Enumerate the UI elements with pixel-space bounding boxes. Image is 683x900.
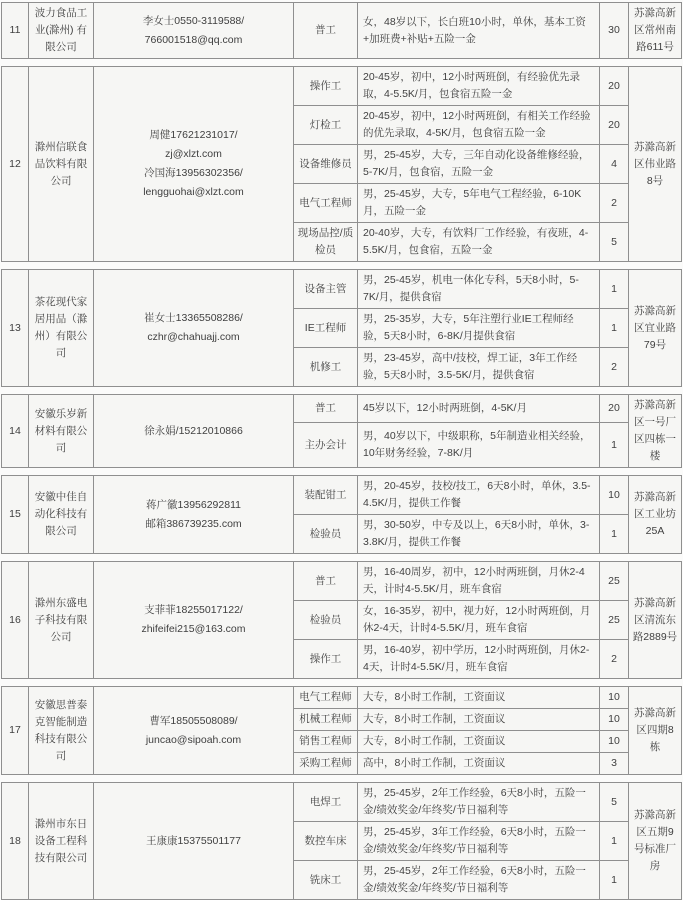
contact-line: juncao@sipoah.com xyxy=(145,733,242,746)
job-title: 普工 xyxy=(293,562,357,600)
job-headcount: 30 xyxy=(599,3,628,58)
job-description: 男，25-45岁，2年工作经验，6天8小时，五险一金/绩效奖金/年终奖/节日福利等 xyxy=(357,860,599,899)
job-title: 检验员 xyxy=(293,514,357,553)
contact-line: 周健17621231017/ xyxy=(149,129,238,141)
job-title: 灯检工 xyxy=(293,105,357,144)
job-title: 电气工程师 xyxy=(293,183,357,222)
contact-info xyxy=(93,476,293,553)
job-description: 高中，8小时工作制，工资面议 xyxy=(357,752,599,774)
job-description: 女，48岁以下，长白班10小时，单休，基本工资+加班费+补贴+五险一金 xyxy=(357,3,599,58)
row-number: 16 xyxy=(9,613,21,626)
job-description: 大专，8小时工作制，工资面议 xyxy=(357,730,599,752)
contact-line: 曹军18505508089/ xyxy=(149,714,238,727)
job-description: 男，25-35岁，大专，5年注塑行业IE工程师经验，5天8小时，6-8K/月提供食宿 xyxy=(357,308,599,347)
job-headcount: 4 xyxy=(599,144,628,183)
job-headcount: 10 xyxy=(599,476,628,514)
row-number: 12 xyxy=(9,157,21,170)
job-headcount: 25 xyxy=(599,600,628,639)
job-title: 普工 xyxy=(293,395,357,422)
job-headcount: 5 xyxy=(599,222,628,261)
job-title: 设备维修员 xyxy=(293,144,357,183)
job-listing-table xyxy=(1,2,682,900)
job-title: 采购工程师 xyxy=(293,752,357,774)
contact-info xyxy=(93,395,293,467)
job-description: 男，25-45岁，大专，5年电气工程经验，6-10K月，五险一金 xyxy=(357,183,599,222)
job-headcount: 3 xyxy=(599,752,628,774)
company-address: 苏滁高新区清流东路2889号 xyxy=(628,562,681,678)
company-block xyxy=(1,269,682,387)
company-address: 苏滁高新区宜业路79号 xyxy=(628,270,681,386)
job-title: 电焊工 xyxy=(293,783,357,821)
job-headcount: 10 xyxy=(599,730,628,752)
job-description: 20-45岁，初中，12小时两班倒，有经验优先录取，4-5.5K/月，包食宿五险一金 xyxy=(357,67,599,105)
company-name: 滁州信联食品饮料有限公司 xyxy=(28,67,93,261)
company-name: 滁州市东日设备工程科技有限公司 xyxy=(28,783,93,899)
company-name: 滁州东盛电子科技有限公司 xyxy=(28,562,93,678)
company-block xyxy=(1,561,682,679)
row-number: 17 xyxy=(9,724,21,736)
contact-line: czhr@chahuajj.com xyxy=(147,331,240,343)
job-headcount: 1 xyxy=(599,422,628,467)
company-name: 安徽思普泰克智能制造科技有限公司 xyxy=(28,687,93,774)
job-title: 主办会计 xyxy=(293,422,357,467)
job-description: 男，25-45岁，机电一体化专科，5天8小时，5-7K/月，提供食宿 xyxy=(357,270,599,308)
job-headcount: 25 xyxy=(599,562,628,600)
contact-line: 邮箱386739235.com xyxy=(145,517,242,530)
job-description: 男，20-45岁，技校/技工，6天8小时，单休，3.5-4.5K/月，提供工作餐 xyxy=(357,476,599,514)
job-title: 操作工 xyxy=(293,639,357,678)
job-description: 男，25-45岁，2年工作经验，6天8小时，五险一金/绩效奖金/年终奖/节日福利等 xyxy=(357,783,599,821)
contact-line: zhifeifei215@163.com xyxy=(141,623,246,635)
job-description: 男，16-40周岁，初中，12小时两班倒，月休2-4天，计时4-5.5K/月，班车食宿 xyxy=(357,562,599,600)
job-description: 大专，8小时工作制，工资面议 xyxy=(357,687,599,708)
contact-line: lengguohai@xlzt.com xyxy=(143,186,244,198)
company-block xyxy=(1,782,682,900)
job-headcount: 10 xyxy=(599,687,628,708)
job-headcount: 2 xyxy=(599,347,628,386)
job-headcount: 10 xyxy=(599,708,628,730)
job-title: IE工程师 xyxy=(293,308,357,347)
job-title: 装配钳工 xyxy=(293,476,357,514)
company-name: 安徽乐岁新材料有限公司 xyxy=(28,395,93,467)
row-number: 18 xyxy=(9,834,21,847)
job-headcount: 1 xyxy=(599,860,628,899)
job-title: 机械工程师 xyxy=(293,708,357,730)
job-title: 销售工程师 xyxy=(293,730,357,752)
job-title: 检验员 xyxy=(293,600,357,639)
contact-line: 崔女士13365508286/ xyxy=(144,312,243,324)
contact-info xyxy=(93,3,293,58)
job-description: 女，16-35岁，初中，视力好，12小时两班倒，月休2-4天，计时4-5.5K/月，班车食宿 xyxy=(357,600,599,639)
contact-line: 蒋广徽13956292811 xyxy=(146,498,241,511)
contact-line: 支菲菲18255017122/ xyxy=(144,604,243,616)
job-description: 男，25-45岁，大专，三年自动化设备维修经验，5-7K/月，包食宿，五险一金 xyxy=(357,144,599,183)
job-headcount: 2 xyxy=(599,183,628,222)
company-address: 苏滁高新区一号厂区四栋一楼 xyxy=(628,395,681,467)
job-title: 机修工 xyxy=(293,347,357,386)
job-title: 设备主管 xyxy=(293,270,357,308)
contact-line: 徐永娟/15212010866 xyxy=(144,424,243,437)
contact-info xyxy=(93,783,293,899)
contact-line: zj@xlzt.com xyxy=(165,148,222,160)
job-headcount: 20 xyxy=(599,395,628,422)
job-description: 男，40岁以下，中级职称，5年制造业相关经验，10年财务经验，7-8K/月 xyxy=(357,422,599,467)
job-headcount: 5 xyxy=(599,783,628,821)
job-description: 45岁以下，12小时两班倒，4-5K/月 xyxy=(357,395,599,422)
company-block xyxy=(1,686,682,775)
job-description: 大专，8小时工作制，工资面议 xyxy=(357,708,599,730)
row-number: 15 xyxy=(9,508,21,520)
contact-info xyxy=(93,687,293,774)
job-title: 铣床工 xyxy=(293,860,357,899)
job-headcount: 1 xyxy=(599,821,628,860)
job-title: 数控车床 xyxy=(293,821,357,860)
job-description: 男，23-45岁，高中/技校，焊工证，3年工作经验，5天8小时，3.5-5K/月，提供食宿 xyxy=(357,347,599,386)
company-name: 安徽中佳自动化科技有限公司 xyxy=(28,476,93,553)
company-name: 茶花现代家居用品（滁州）有限公司 xyxy=(28,270,93,386)
company-name: 波力食品工业(滁州) 有限公司 xyxy=(28,3,93,58)
job-headcount: 1 xyxy=(599,514,628,553)
company-address: 苏滁高新区四期8栋 xyxy=(628,687,681,774)
job-description: 男，25-45岁，3年工作经验，6天8小时，五险一金/绩效奖金/年终奖/节日福利等 xyxy=(357,821,599,860)
job-title: 现场品控/质检员 xyxy=(293,222,357,261)
job-description: 男，16-40岁，初中学历，12小时两班倒，月休2-4天，计时4-5.5K/月，班车食宿 xyxy=(357,639,599,678)
contact-line: 766001518@qq.com xyxy=(144,33,243,46)
company-block xyxy=(1,394,682,468)
contact-info xyxy=(93,67,293,261)
company-block xyxy=(1,66,682,262)
company-block xyxy=(1,475,682,554)
row-number: 11 xyxy=(9,24,21,36)
contact-line: 王康康15375501177 xyxy=(146,834,241,847)
job-title: 操作工 xyxy=(293,67,357,105)
row-number: 13 xyxy=(9,321,21,334)
company-address: 苏滁高新区工业坊25A xyxy=(628,476,681,553)
row-number: 14 xyxy=(9,424,21,437)
company-address: 苏滁高新区伟业路8号 xyxy=(628,67,681,261)
job-description: 男，30-50岁，中专及以上，6天8小时，单休，3-3.8K/月，提供工作餐 xyxy=(357,514,599,553)
job-headcount: 2 xyxy=(599,639,628,678)
contact-line: 李女士0550-3119588/ xyxy=(142,14,245,27)
company-address: 苏滁高新区五期9号标准厂房 xyxy=(628,783,681,899)
job-title: 普工 xyxy=(293,3,357,58)
company-block xyxy=(1,2,682,59)
contact-info xyxy=(93,562,293,678)
job-headcount: 20 xyxy=(599,67,628,105)
contact-line: 冷国海13956302356/ xyxy=(144,167,243,179)
job-headcount: 1 xyxy=(599,270,628,308)
job-headcount: 20 xyxy=(599,105,628,144)
job-headcount: 1 xyxy=(599,308,628,347)
job-title: 电气工程师 xyxy=(293,687,357,708)
job-description: 20-40岁，大专，有饮料厂工作经验，有夜班，4-5.5K/月，包食宿，五险一金 xyxy=(357,222,599,261)
contact-info xyxy=(93,270,293,386)
company-address: 苏滁高新区常州南路611号 xyxy=(628,3,681,58)
job-description: 20-45岁，初中，12小时两班倒，有相关工作经验的优先录取，4-5K/月，包食宿五险一金 xyxy=(357,105,599,144)
